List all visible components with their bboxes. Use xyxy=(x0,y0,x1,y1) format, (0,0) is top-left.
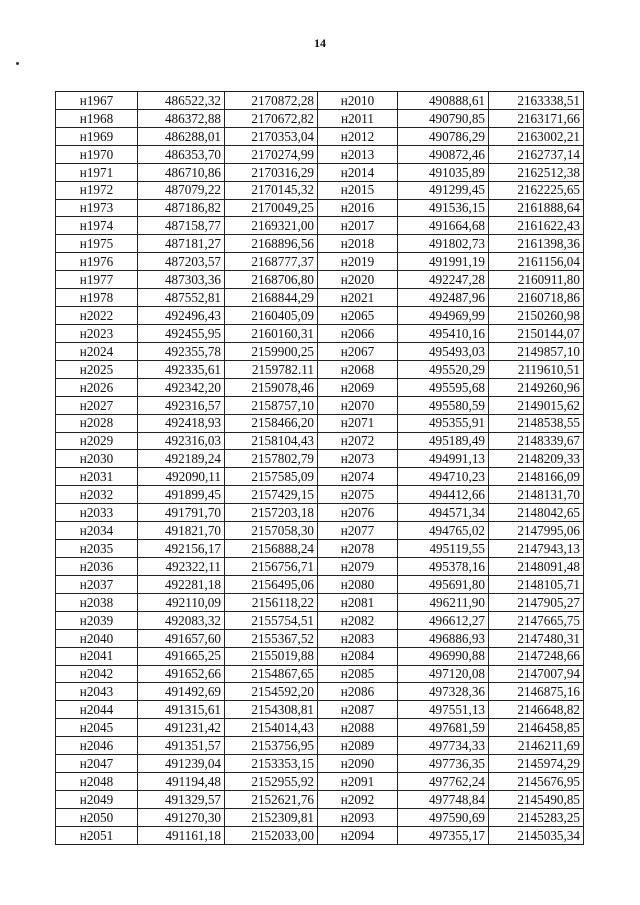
table-row xyxy=(56,181,584,199)
point-id: н1970 xyxy=(56,145,138,163)
x-coordinate: 494765,02 xyxy=(398,522,489,540)
y-coordinate: 2170672,82 xyxy=(225,109,318,127)
y-coordinate: 2169321,00 xyxy=(225,217,318,235)
y-coordinate: 2147665,75 xyxy=(489,611,584,629)
x-coordinate: 492455,95 xyxy=(138,324,225,342)
point-id: н1968 xyxy=(56,109,138,127)
point-id: н2023 xyxy=(56,324,138,342)
point-id: н2069 xyxy=(318,378,398,396)
table-row xyxy=(56,253,584,271)
y-coordinate: 2148538,55 xyxy=(489,414,584,432)
table-row xyxy=(56,127,584,145)
point-id: н2077 xyxy=(318,522,398,540)
x-coordinate: 494710,23 xyxy=(398,468,489,486)
point-id: н2083 xyxy=(318,629,398,647)
y-coordinate: 2170049,25 xyxy=(225,199,318,217)
x-coordinate: 495691,80 xyxy=(398,575,489,593)
table-row xyxy=(56,773,584,791)
point-id: н2074 xyxy=(318,468,398,486)
x-coordinate: 487158,77 xyxy=(138,217,225,235)
x-coordinate: 494412,66 xyxy=(398,486,489,504)
point-id: н2015 xyxy=(318,181,398,199)
point-id: н2010 xyxy=(318,92,398,110)
y-coordinate: 2152033,00 xyxy=(225,826,318,844)
point-id: н2025 xyxy=(56,360,138,378)
x-coordinate: 492487,96 xyxy=(398,289,489,307)
point-id: н2035 xyxy=(56,540,138,558)
table-row xyxy=(56,808,584,826)
x-coordinate: 497748,84 xyxy=(398,790,489,808)
x-coordinate: 492418,93 xyxy=(138,414,225,432)
x-coordinate: 497120,08 xyxy=(398,665,489,683)
x-coordinate: 487186,82 xyxy=(138,199,225,217)
point-id: н2033 xyxy=(56,504,138,522)
margin-mark xyxy=(16,62,19,65)
x-coordinate: 486372,88 xyxy=(138,109,225,127)
point-id: н2014 xyxy=(318,163,398,181)
point-id: н2029 xyxy=(56,432,138,450)
point-id: н2070 xyxy=(318,396,398,414)
x-coordinate: 495520,29 xyxy=(398,360,489,378)
y-coordinate: 2150144,07 xyxy=(489,324,584,342)
point-id: н2037 xyxy=(56,575,138,593)
x-coordinate: 491270,30 xyxy=(138,808,225,826)
point-id: н2050 xyxy=(56,808,138,826)
point-id: н2085 xyxy=(318,665,398,683)
y-coordinate: 2152309,81 xyxy=(225,808,318,826)
x-coordinate: 491652,66 xyxy=(138,665,225,683)
table-row xyxy=(56,790,584,808)
point-id: н2080 xyxy=(318,575,398,593)
y-coordinate: 2145676,95 xyxy=(489,773,584,791)
x-coordinate: 491239,04 xyxy=(138,755,225,773)
point-id: н2090 xyxy=(318,755,398,773)
point-id: н2089 xyxy=(318,737,398,755)
y-coordinate: 2148166,09 xyxy=(489,468,584,486)
x-coordinate: 496612,27 xyxy=(398,611,489,629)
y-coordinate: 2163338,51 xyxy=(489,92,584,110)
y-coordinate: 2145490,85 xyxy=(489,790,584,808)
table-row xyxy=(56,719,584,737)
page-number: 14 xyxy=(314,36,326,50)
table-row xyxy=(56,701,584,719)
table-row xyxy=(56,737,584,755)
table-row xyxy=(56,109,584,127)
y-coordinate: 2163002,21 xyxy=(489,127,584,145)
y-coordinate: 2149015,62 xyxy=(489,396,584,414)
x-coordinate: 494969,99 xyxy=(398,307,489,325)
y-coordinate: 2168896,56 xyxy=(225,235,318,253)
point-id: н2021 xyxy=(318,289,398,307)
point-id: н1969 xyxy=(56,127,138,145)
y-coordinate: 2170872,28 xyxy=(225,92,318,110)
point-id: н2051 xyxy=(56,826,138,844)
point-id: н1977 xyxy=(56,271,138,289)
y-coordinate: 2157802,79 xyxy=(225,450,318,468)
table-row xyxy=(56,360,584,378)
y-coordinate: 2148209,33 xyxy=(489,450,584,468)
point-id: н2073 xyxy=(318,450,398,468)
point-id: н2094 xyxy=(318,826,398,844)
point-id: н2022 xyxy=(56,307,138,325)
table-row xyxy=(56,629,584,647)
x-coordinate: 487203,57 xyxy=(138,253,225,271)
table-row xyxy=(56,235,584,253)
x-coordinate: 492335,61 xyxy=(138,360,225,378)
x-coordinate: 495580,59 xyxy=(398,396,489,414)
x-coordinate: 492110,09 xyxy=(138,593,225,611)
point-id: н2019 xyxy=(318,253,398,271)
y-coordinate: 2159078,46 xyxy=(225,378,318,396)
x-coordinate: 492496,43 xyxy=(138,307,225,325)
y-coordinate: 2147905,27 xyxy=(489,593,584,611)
y-coordinate: 2159900,25 xyxy=(225,342,318,360)
y-coordinate: 2153353,15 xyxy=(225,755,318,773)
y-coordinate: 2155019,88 xyxy=(225,647,318,665)
point-id: н1971 xyxy=(56,163,138,181)
point-id: н2093 xyxy=(318,808,398,826)
point-id: н2066 xyxy=(318,324,398,342)
y-coordinate: 2170353,04 xyxy=(225,127,318,145)
table-row xyxy=(56,396,584,414)
table-row xyxy=(56,486,584,504)
table-row xyxy=(56,611,584,629)
x-coordinate: 491231,42 xyxy=(138,719,225,737)
table-row xyxy=(56,540,584,558)
point-id: н1974 xyxy=(56,217,138,235)
x-coordinate: 491665,25 xyxy=(138,647,225,665)
y-coordinate: 2170274,99 xyxy=(225,145,318,163)
point-id: н2039 xyxy=(56,611,138,629)
point-id: н2079 xyxy=(318,557,398,575)
point-id: н2082 xyxy=(318,611,398,629)
point-id: н2088 xyxy=(318,719,398,737)
x-coordinate: 491329,57 xyxy=(138,790,225,808)
y-coordinate: 2145974,29 xyxy=(489,755,584,773)
table-row xyxy=(56,450,584,468)
table-row xyxy=(56,665,584,683)
x-coordinate: 492090,11 xyxy=(138,468,225,486)
table-row xyxy=(56,271,584,289)
y-coordinate: 2152955,92 xyxy=(225,773,318,791)
y-coordinate: 2157058,30 xyxy=(225,522,318,540)
x-coordinate: 497328,36 xyxy=(398,683,489,701)
x-coordinate: 492156,17 xyxy=(138,540,225,558)
x-coordinate: 492083,32 xyxy=(138,611,225,629)
table-row xyxy=(56,432,584,450)
x-coordinate: 491351,57 xyxy=(138,737,225,755)
x-coordinate: 491821,70 xyxy=(138,522,225,540)
y-coordinate: 2154308,81 xyxy=(225,701,318,719)
point-id: н2042 xyxy=(56,665,138,683)
table-row xyxy=(56,575,584,593)
y-coordinate: 2161156,04 xyxy=(489,253,584,271)
x-coordinate: 491035,89 xyxy=(398,163,489,181)
y-coordinate: 2146211,69 xyxy=(489,737,584,755)
point-id: н2092 xyxy=(318,790,398,808)
x-coordinate: 491161,18 xyxy=(138,826,225,844)
table-row xyxy=(56,522,584,540)
point-id: н1975 xyxy=(56,235,138,253)
table-row xyxy=(56,342,584,360)
point-id: н2091 xyxy=(318,773,398,791)
table-row xyxy=(56,324,584,342)
point-id: н2040 xyxy=(56,629,138,647)
x-coordinate: 491315,61 xyxy=(138,701,225,719)
y-coordinate: 2152621,76 xyxy=(225,790,318,808)
x-coordinate: 491194,48 xyxy=(138,773,225,791)
y-coordinate: 2148131,70 xyxy=(489,486,584,504)
point-id: н2045 xyxy=(56,719,138,737)
x-coordinate: 492247,28 xyxy=(398,271,489,289)
y-coordinate: 2154014,43 xyxy=(225,719,318,737)
point-id: н2065 xyxy=(318,307,398,325)
x-coordinate: 495119,55 xyxy=(398,540,489,558)
table-row xyxy=(56,289,584,307)
y-coordinate: 2156888,24 xyxy=(225,540,318,558)
point-id: н2016 xyxy=(318,199,398,217)
y-coordinate: 2145035,34 xyxy=(489,826,584,844)
x-coordinate: 492281,18 xyxy=(138,575,225,593)
point-id: н2068 xyxy=(318,360,398,378)
y-coordinate: 2156756,71 xyxy=(225,557,318,575)
x-coordinate: 495378,16 xyxy=(398,557,489,575)
point-id: н2084 xyxy=(318,647,398,665)
y-coordinate: 2119610,51 xyxy=(489,360,584,378)
y-coordinate: 2147943,13 xyxy=(489,540,584,558)
point-id: н1973 xyxy=(56,199,138,217)
point-id: н2041 xyxy=(56,647,138,665)
y-coordinate: 2147995,06 xyxy=(489,522,584,540)
point-id: н2038 xyxy=(56,593,138,611)
y-coordinate: 2153756,95 xyxy=(225,737,318,755)
point-id: н2028 xyxy=(56,414,138,432)
x-coordinate: 492316,03 xyxy=(138,432,225,450)
y-coordinate: 2170145,32 xyxy=(225,181,318,199)
table-row xyxy=(56,92,584,110)
point-id: н2049 xyxy=(56,790,138,808)
x-coordinate: 496211,90 xyxy=(398,593,489,611)
y-coordinate: 2158757,10 xyxy=(225,396,318,414)
y-coordinate: 2168706,80 xyxy=(225,271,318,289)
point-id: н2012 xyxy=(318,127,398,145)
x-coordinate: 495493,03 xyxy=(398,342,489,360)
x-coordinate: 492322,11 xyxy=(138,557,225,575)
point-id: н2017 xyxy=(318,217,398,235)
point-id: н2078 xyxy=(318,540,398,558)
point-id: н2031 xyxy=(56,468,138,486)
y-coordinate: 2150260,98 xyxy=(489,307,584,325)
x-coordinate: 492316,57 xyxy=(138,396,225,414)
x-coordinate: 492342,20 xyxy=(138,378,225,396)
y-coordinate: 2160160,31 xyxy=(225,324,318,342)
y-coordinate: 2161398,36 xyxy=(489,235,584,253)
point-id: н2027 xyxy=(56,396,138,414)
x-coordinate: 490790,85 xyxy=(398,109,489,127)
x-coordinate: 491299,45 xyxy=(398,181,489,199)
point-id: н2018 xyxy=(318,235,398,253)
x-coordinate: 491791,70 xyxy=(138,504,225,522)
y-coordinate: 2147248,66 xyxy=(489,647,584,665)
y-coordinate: 2148105,71 xyxy=(489,575,584,593)
y-coordinate: 2155754,51 xyxy=(225,611,318,629)
point-id: н1967 xyxy=(56,92,138,110)
x-coordinate: 497551,13 xyxy=(398,701,489,719)
table-row xyxy=(56,199,584,217)
y-coordinate: 2160718,86 xyxy=(489,289,584,307)
coordinates-table-body xyxy=(56,92,584,845)
point-id: н2020 xyxy=(318,271,398,289)
y-coordinate: 2170316,29 xyxy=(225,163,318,181)
y-coordinate: 2168844,29 xyxy=(225,289,318,307)
point-id: н2081 xyxy=(318,593,398,611)
y-coordinate: 2159782.11 xyxy=(225,360,318,378)
x-coordinate: 487552,81 xyxy=(138,289,225,307)
point-id: н2024 xyxy=(56,342,138,360)
x-coordinate: 491899,45 xyxy=(138,486,225,504)
table-row xyxy=(56,755,584,773)
x-coordinate: 497762,24 xyxy=(398,773,489,791)
y-coordinate: 2147480,31 xyxy=(489,629,584,647)
y-coordinate: 2146458,85 xyxy=(489,719,584,737)
x-coordinate: 494991,13 xyxy=(398,450,489,468)
point-id: н2032 xyxy=(56,486,138,504)
point-id: н1976 xyxy=(56,253,138,271)
y-coordinate: 2168777,37 xyxy=(225,253,318,271)
y-coordinate: 2157585,09 xyxy=(225,468,318,486)
x-coordinate: 486710,86 xyxy=(138,163,225,181)
y-coordinate: 2158466,20 xyxy=(225,414,318,432)
point-id: н1978 xyxy=(56,289,138,307)
point-id: н2044 xyxy=(56,701,138,719)
x-coordinate: 497734,33 xyxy=(398,737,489,755)
x-coordinate: 491664,68 xyxy=(398,217,489,235)
x-coordinate: 486522,32 xyxy=(138,92,225,110)
point-id: н2011 xyxy=(318,109,398,127)
x-coordinate: 497355,17 xyxy=(398,826,489,844)
x-coordinate: 486288,01 xyxy=(138,127,225,145)
x-coordinate: 491492,69 xyxy=(138,683,225,701)
table-row xyxy=(56,145,584,163)
table-row xyxy=(56,826,584,844)
y-coordinate: 2161622,43 xyxy=(489,217,584,235)
x-coordinate: 497736,35 xyxy=(398,755,489,773)
table-row xyxy=(56,378,584,396)
y-coordinate: 2160405,09 xyxy=(225,307,318,325)
y-coordinate: 2149857,10 xyxy=(489,342,584,360)
y-coordinate: 2158104,43 xyxy=(225,432,318,450)
y-coordinate: 2145283,25 xyxy=(489,808,584,826)
x-coordinate: 497590,69 xyxy=(398,808,489,826)
x-coordinate: 491802,73 xyxy=(398,235,489,253)
y-coordinate: 2157203,18 xyxy=(225,504,318,522)
table-row xyxy=(56,683,584,701)
point-id: н2071 xyxy=(318,414,398,432)
table-row xyxy=(56,307,584,325)
y-coordinate: 2149260,96 xyxy=(489,378,584,396)
x-coordinate: 492355,78 xyxy=(138,342,225,360)
point-id: н2086 xyxy=(318,683,398,701)
y-coordinate: 2161888,64 xyxy=(489,199,584,217)
x-coordinate: 491991,19 xyxy=(398,253,489,271)
table-row xyxy=(56,557,584,575)
x-coordinate: 492189,24 xyxy=(138,450,225,468)
coordinates-table xyxy=(55,91,584,845)
table-row xyxy=(56,468,584,486)
y-coordinate: 2146875,16 xyxy=(489,683,584,701)
y-coordinate: 2162737,14 xyxy=(489,145,584,163)
y-coordinate: 2162512,38 xyxy=(489,163,584,181)
y-coordinate: 2148091,48 xyxy=(489,557,584,575)
point-id: н2043 xyxy=(56,683,138,701)
table-row xyxy=(56,504,584,522)
y-coordinate: 2157429,15 xyxy=(225,486,318,504)
y-coordinate: 2148042,65 xyxy=(489,504,584,522)
y-coordinate: 2146648,82 xyxy=(489,701,584,719)
x-coordinate: 496886,93 xyxy=(398,629,489,647)
x-coordinate: 490786,29 xyxy=(398,127,489,145)
point-id: н2087 xyxy=(318,701,398,719)
x-coordinate: 490872,46 xyxy=(398,145,489,163)
y-coordinate: 2163171,66 xyxy=(489,109,584,127)
table-row xyxy=(56,217,584,235)
y-coordinate: 2156118,22 xyxy=(225,593,318,611)
point-id: н2046 xyxy=(56,737,138,755)
x-coordinate: 486353,70 xyxy=(138,145,225,163)
x-coordinate: 490888,61 xyxy=(398,92,489,110)
point-id: н2026 xyxy=(56,378,138,396)
x-coordinate: 491657,60 xyxy=(138,629,225,647)
point-id: н2067 xyxy=(318,342,398,360)
y-coordinate: 2154592,20 xyxy=(225,683,318,701)
x-coordinate: 487079,22 xyxy=(138,181,225,199)
point-id: н2075 xyxy=(318,486,398,504)
y-coordinate: 2155367,52 xyxy=(225,629,318,647)
point-id: н2072 xyxy=(318,432,398,450)
table-row xyxy=(56,163,584,181)
point-id: н2034 xyxy=(56,522,138,540)
x-coordinate: 491536,15 xyxy=(398,199,489,217)
point-id: н2048 xyxy=(56,773,138,791)
point-id: н2030 xyxy=(56,450,138,468)
x-coordinate: 495595,68 xyxy=(398,378,489,396)
table-row xyxy=(56,593,584,611)
point-id: н2076 xyxy=(318,504,398,522)
x-coordinate: 496990,88 xyxy=(398,647,489,665)
x-coordinate: 495189,49 xyxy=(398,432,489,450)
y-coordinate: 2147007,94 xyxy=(489,665,584,683)
y-coordinate: 2162225,65 xyxy=(489,181,584,199)
point-id: н2013 xyxy=(318,145,398,163)
point-id: н1972 xyxy=(56,181,138,199)
y-coordinate: 2156495,06 xyxy=(225,575,318,593)
y-coordinate: 2160911,80 xyxy=(489,271,584,289)
x-coordinate: 487303,36 xyxy=(138,271,225,289)
x-coordinate: 497681,59 xyxy=(398,719,489,737)
point-id: н2036 xyxy=(56,557,138,575)
table-row xyxy=(56,414,584,432)
x-coordinate: 487181,27 xyxy=(138,235,225,253)
table-row xyxy=(56,647,584,665)
y-coordinate: 2148339,67 xyxy=(489,432,584,450)
y-coordinate: 2154867,65 xyxy=(225,665,318,683)
x-coordinate: 495410,16 xyxy=(398,324,489,342)
x-coordinate: 495355,91 xyxy=(398,414,489,432)
point-id: н2047 xyxy=(56,755,138,773)
x-coordinate: 494571,34 xyxy=(398,504,489,522)
